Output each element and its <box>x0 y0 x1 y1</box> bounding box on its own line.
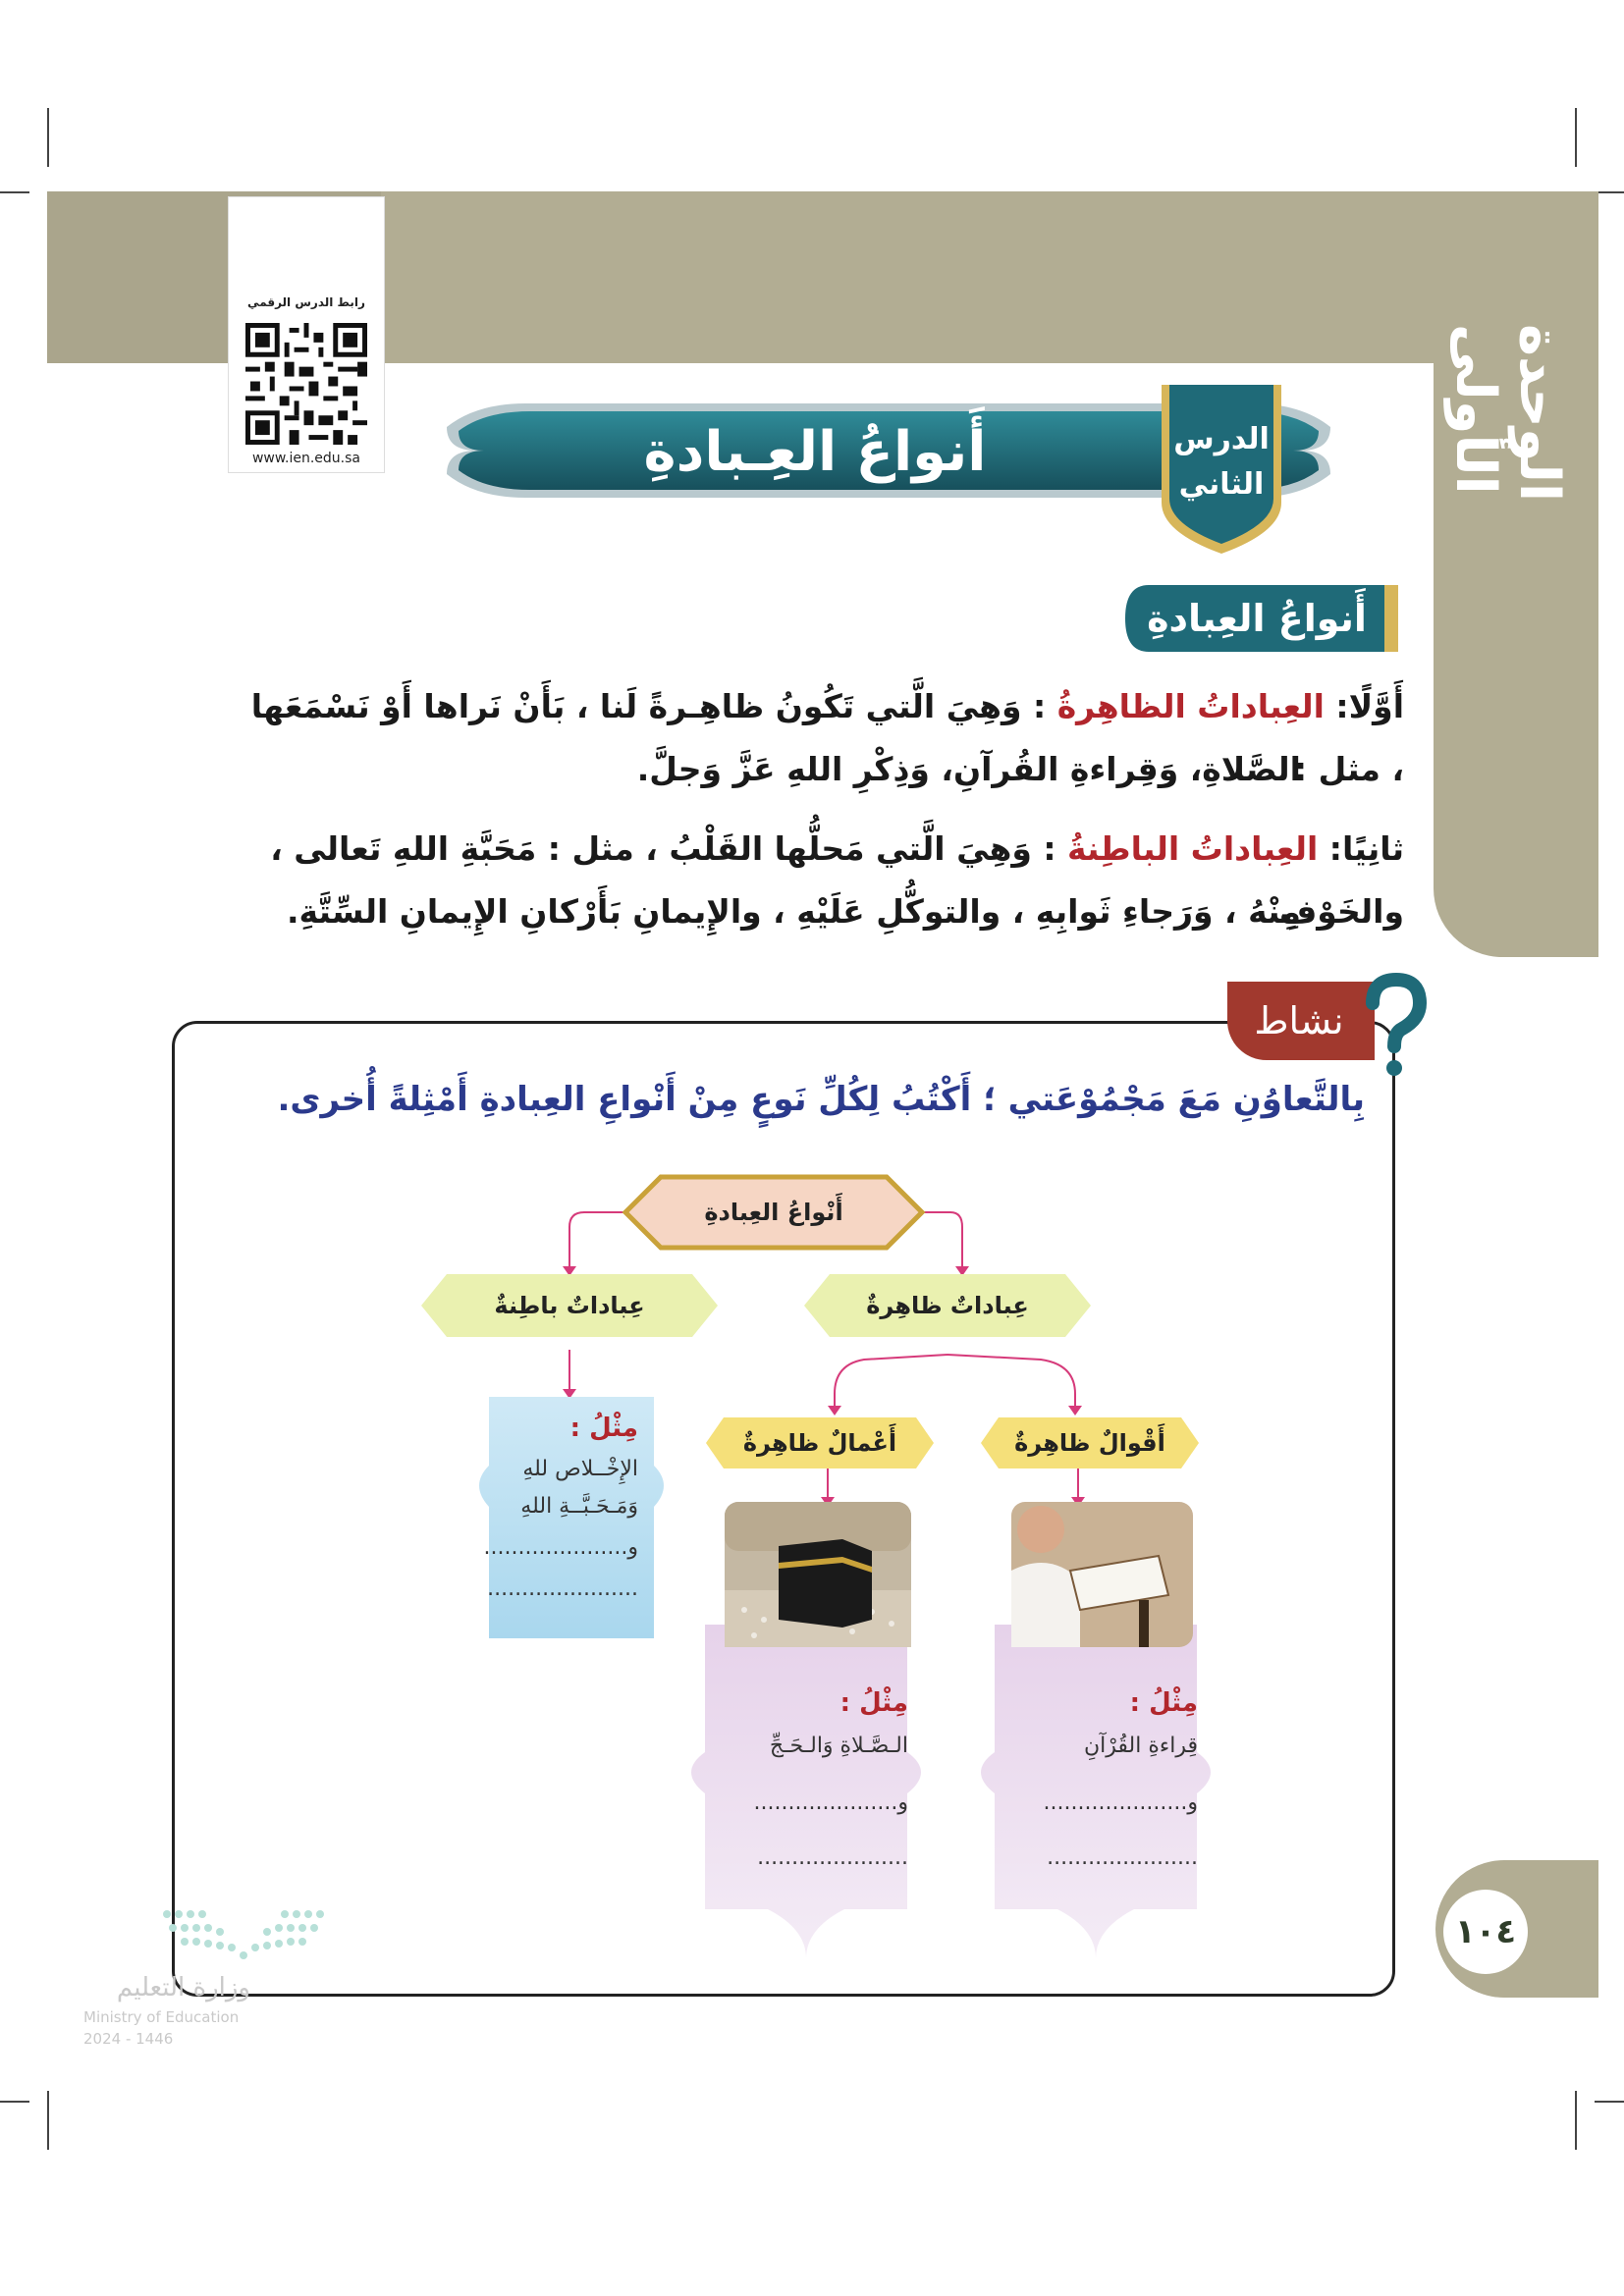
diagram-actions: أَعْمالٌ ظاهِرةٌ <box>742 1429 897 1457</box>
inner-blank-1[interactable]: و..................... <box>483 1535 638 1560</box>
inner-example-title: مِثْلُ : <box>569 1414 638 1443</box>
section-heading: أَنواعُ العِبادةِ <box>1147 597 1367 640</box>
ministry-year: 2024 - 1446 <box>83 2030 174 2048</box>
lesson-number: الثاني <box>1178 467 1265 502</box>
activity-label: نشاط <box>1254 999 1344 1042</box>
qr-url[interactable]: www.ien.edu.sa <box>251 451 361 466</box>
inner-prefix: ثانِيًا: <box>1328 829 1404 868</box>
actions-example-title: مِثْلُ : <box>839 1688 908 1718</box>
inner-definition: : وَهِيَ الَّتي مَحلُّها القَلْبُ ، مثل : مَحَبَّةِ اللهِ تَعالى ، والخَوْفِ <box>270 829 1404 931</box>
diagram-root: أَنْواعُ العِبادةِ <box>704 1199 843 1226</box>
sayings-blank-1[interactable]: و..................... <box>1043 1790 1198 1815</box>
diagram-inner: عِباداتٌ باطِنةٌ <box>494 1292 645 1319</box>
diagram-sayings: أَقْوالٌ ظاهِرةٌ <box>1014 1429 1165 1457</box>
actions-blank-2[interactable]: ...................... <box>757 1845 908 1870</box>
actions-blank-1[interactable]: و..................... <box>753 1790 908 1815</box>
ministry-logo-icon <box>157 1904 329 1963</box>
outer-prefix: أَوَّلًا: <box>1335 687 1404 725</box>
outer-examples: الصَّلاةِ، وَقِراءةِ القُرآنِ، وَذِكْرِ اللهِ عَزَّ وَجلَّ. <box>636 750 1301 788</box>
outer-definition: : وَهِيَ الَّتي تَكُونُ ظاهِـرةً لَنا ، بَأَنْ نَراها أَوْ نَسْمَعَها ، مثل : <box>250 687 1404 788</box>
ministry-english: Ministry of Education <box>83 2008 240 2026</box>
lesson-title: أَنواعُ العِـبادةِ <box>643 419 987 484</box>
inner-example-2: وَمَـحَـبَّــةِ اللهِ <box>520 1494 638 1519</box>
activity-instruction: بِالتَّعاوُنِ مَعَ مَجْمُوْعَتي ؛ أَكْتُبُ لِكُلِّ نَوعٍ مِنْ أَنْواعِ العِبادةِ أَمْثِلةً أُخرى. <box>277 1080 1365 1119</box>
inner-examples: مِنْهُ ، وَرَجاءِ ثَوابِهِ ، والتوكُّلِ عَلَيْهِ ، والإِيمانِ بَأَرْكانِ الإِيمانِ السِّتَّةِ. <box>286 892 1301 931</box>
kaaba-image <box>725 1502 911 1647</box>
unit-label: الوحدة الأولى <box>1443 324 1571 503</box>
diagram-outer: عِباداتٌ ظاهِرةٌ <box>866 1292 1029 1319</box>
inner-term: العِباداتُ الباطِنةُ <box>1067 829 1319 868</box>
outer-term: العِباداتُ الظاهِرةُ <box>1056 687 1325 725</box>
lesson-word: الدرس <box>1173 422 1270 456</box>
sayings-example-title: مِثْلُ : <box>1129 1688 1198 1718</box>
ministry-arabic: وزارة التعليم <box>116 1973 250 2002</box>
quran-reading-image <box>1011 1502 1193 1647</box>
qr-label: رابط الدرس الرقمي <box>247 295 365 309</box>
sayings-example: قِراءةِ القُرْآنِ <box>1084 1734 1198 1758</box>
page-number: ١٠٤ <box>1454 1912 1517 1951</box>
inner-blank-2[interactable]: ...................... <box>487 1576 638 1601</box>
inner-example-1: الإِخْــلاص للهِ <box>522 1457 638 1481</box>
sayings-blank-2[interactable]: ...................... <box>1047 1845 1198 1870</box>
actions-example: الـصَّـلاةِ وَالـحَـجِّ <box>769 1734 908 1758</box>
